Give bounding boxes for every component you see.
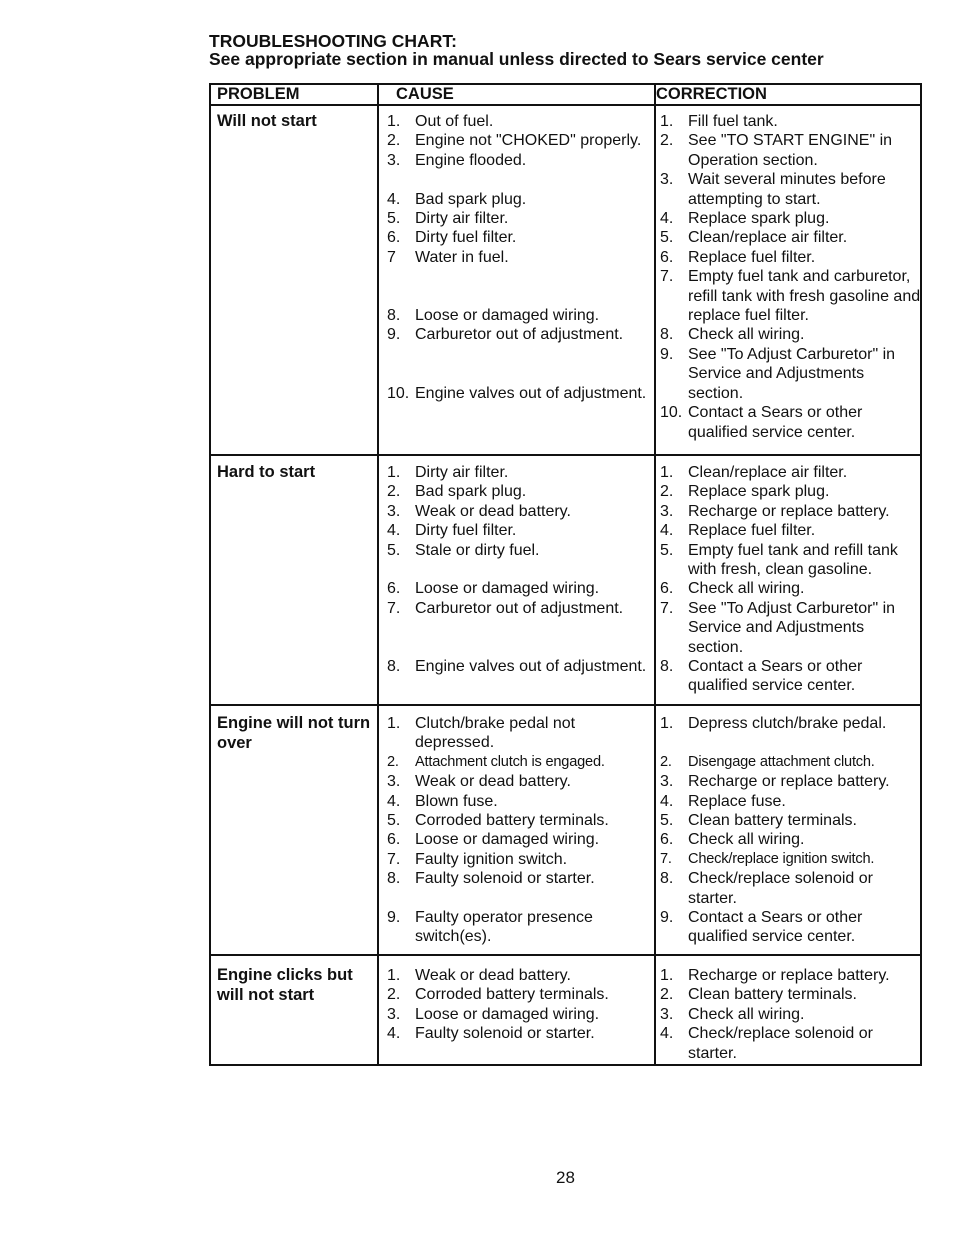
list-item: 8. Check/replace solenoid or starter. bbox=[660, 870, 873, 907]
list-item: 3. Check all wiring. bbox=[660, 1005, 805, 1023]
list-item: 8. Check all wiring. bbox=[660, 326, 805, 344]
list-item: 5. Corroded battery terminals. bbox=[387, 812, 609, 830]
page-title: TROUBLESHOOTING CHART: bbox=[209, 31, 457, 51]
list-item: 9. Faulty operator presence switch(es). bbox=[387, 909, 593, 946]
list-item: 2. Disengage attachment clutch. bbox=[660, 753, 875, 770]
list-item: 5. Clean/replace air filter. bbox=[660, 229, 848, 247]
list-item: 9. Contact a Sears or other qualified service center. bbox=[660, 909, 863, 946]
list-item: 7. Check/replace ignition switch. bbox=[660, 850, 875, 867]
list-item: 2. Corroded battery terminals. bbox=[387, 986, 609, 1004]
list-item: 1. Out of fuel. bbox=[387, 113, 494, 130]
list-item: 4. Check/replace solenoid or starter. bbox=[660, 1025, 873, 1062]
correction-list bbox=[660, 966, 922, 1063]
list-item: 1. Dirty air filter. bbox=[387, 464, 509, 481]
list-item: 2. Engine not "CHOKED" properly. bbox=[387, 132, 642, 150]
list-item: 6. Loose or damaged wiring. bbox=[387, 831, 600, 849]
list-item: 1. Depress clutch/brake pedal. bbox=[660, 715, 887, 732]
cause-list bbox=[387, 463, 653, 676]
list-item: 7. Faulty ignition switch. bbox=[387, 850, 568, 868]
list-item: 5. Stale or dirty fuel. bbox=[387, 541, 540, 559]
problem-label: Will not start bbox=[217, 112, 317, 130]
list-item: 4. Faulty solenoid or starter. bbox=[387, 1025, 595, 1043]
list-item: 2. See "TO START ENGINE" in Operation section. bbox=[660, 132, 893, 169]
list-item: 9. Carburetor out of adjustment. bbox=[387, 326, 624, 344]
cause-list bbox=[387, 966, 653, 1044]
list-item: 7 Water in fuel. bbox=[387, 248, 509, 266]
list-item: 8. Faulty solenoid or starter. bbox=[387, 870, 595, 888]
list-item: 3. Weak or dead battery. bbox=[387, 773, 571, 791]
problem-label: Engine clicks but will not start bbox=[217, 966, 353, 1004]
problem-label: Engine will not turn over bbox=[217, 714, 371, 752]
column-header-problem: PROBLEM bbox=[217, 85, 300, 103]
page-number: 28 bbox=[556, 1168, 575, 1187]
list-item: 8. Contact a Sears or other qualified service center. bbox=[660, 658, 863, 695]
list-item: 4. Replace spark plug. bbox=[660, 210, 830, 228]
cause-list bbox=[387, 112, 653, 403]
list-item: 1. Fill fuel tank. bbox=[660, 113, 778, 130]
list-item: 4. Bad spark plug. bbox=[387, 190, 527, 208]
list-item: 2. Clean battery terminals. bbox=[660, 986, 857, 1004]
list-item: 6. Dirty fuel filter. bbox=[387, 229, 517, 247]
list-item: 3. Recharge or replace battery. bbox=[660, 773, 890, 791]
cause-list bbox=[387, 714, 653, 947]
list-item: 3. Engine flooded. bbox=[387, 151, 527, 169]
list-item: 3. Weak or dead battery. bbox=[387, 502, 571, 520]
list-item: 8. Engine valves out of adjustment. bbox=[387, 658, 647, 676]
correction-list bbox=[660, 463, 922, 696]
column-header-cause: CAUSE bbox=[396, 85, 454, 103]
list-item: 1. Clean/replace air filter. bbox=[660, 464, 848, 481]
list-item: 2. Attachment clutch is engaged. bbox=[387, 753, 605, 770]
row-divider bbox=[209, 704, 922, 706]
list-item: 6. Replace fuel filter. bbox=[660, 248, 816, 266]
list-item: 5. Clean battery terminals. bbox=[660, 812, 857, 830]
list-item: 5. Dirty air filter. bbox=[387, 210, 509, 228]
list-item: 7. Carburetor out of adjustment. bbox=[387, 599, 624, 617]
list-item: 4. Dirty fuel filter. bbox=[387, 522, 517, 540]
problem-label: Hard to start bbox=[217, 463, 316, 481]
list-item: 7. See "To Adjust Carburetor" in Service and Adjustments section. bbox=[660, 599, 896, 656]
list-item: 1. Weak or dead battery. bbox=[387, 967, 571, 984]
list-item: 5. Empty fuel tank and refill tank with fresh, clean gasoline. bbox=[660, 541, 898, 579]
correction-list bbox=[660, 714, 922, 947]
row-divider bbox=[209, 954, 922, 956]
list-item: 2. Replace spark plug. bbox=[660, 483, 830, 501]
list-item: 10. Contact a Sears or other qualified service center. bbox=[660, 404, 863, 441]
list-item: 4. Replace fuse. bbox=[660, 792, 786, 810]
list-item: 3. Loose or damaged wiring. bbox=[387, 1005, 600, 1023]
list-item: 7. Empty fuel tank and carburetor, refill tank with fresh gasoline and replace fuel filter. bbox=[660, 268, 921, 325]
list-item: 3. Wait several minutes before attempting to start. bbox=[660, 171, 886, 208]
list-item: 1. Recharge or replace battery. bbox=[660, 967, 890, 984]
correction-list bbox=[660, 112, 922, 442]
column-divider bbox=[654, 83, 656, 1066]
list-item: 1. Clutch/brake pedal not depressed. bbox=[387, 715, 576, 752]
row-divider bbox=[209, 454, 922, 456]
list-item: 4. Replace fuel filter. bbox=[660, 522, 816, 540]
list-item: 8. Loose or damaged wiring. bbox=[387, 307, 600, 325]
column-header-correction: CORRECTION bbox=[656, 85, 767, 103]
list-item: 3. Recharge or replace battery. bbox=[660, 502, 890, 520]
page-subtitle: See appropriate section in manual unless directed to Sears service center bbox=[209, 49, 824, 69]
list-item: 9. See "To Adjust Carburetor" in Service and Adjustments section. bbox=[660, 345, 896, 402]
list-item: 10. Engine valves out of adjustment. bbox=[387, 384, 647, 402]
header-divider bbox=[209, 104, 922, 106]
list-item: 4. Blown fuse. bbox=[387, 792, 498, 810]
list-item: 2. Bad spark plug. bbox=[387, 483, 527, 501]
column-divider bbox=[377, 83, 379, 1066]
list-item: 6. Check all wiring. bbox=[660, 831, 805, 849]
list-item: 6. Loose or damaged wiring. bbox=[387, 580, 600, 598]
list-item: 6. Check all wiring. bbox=[660, 580, 805, 598]
